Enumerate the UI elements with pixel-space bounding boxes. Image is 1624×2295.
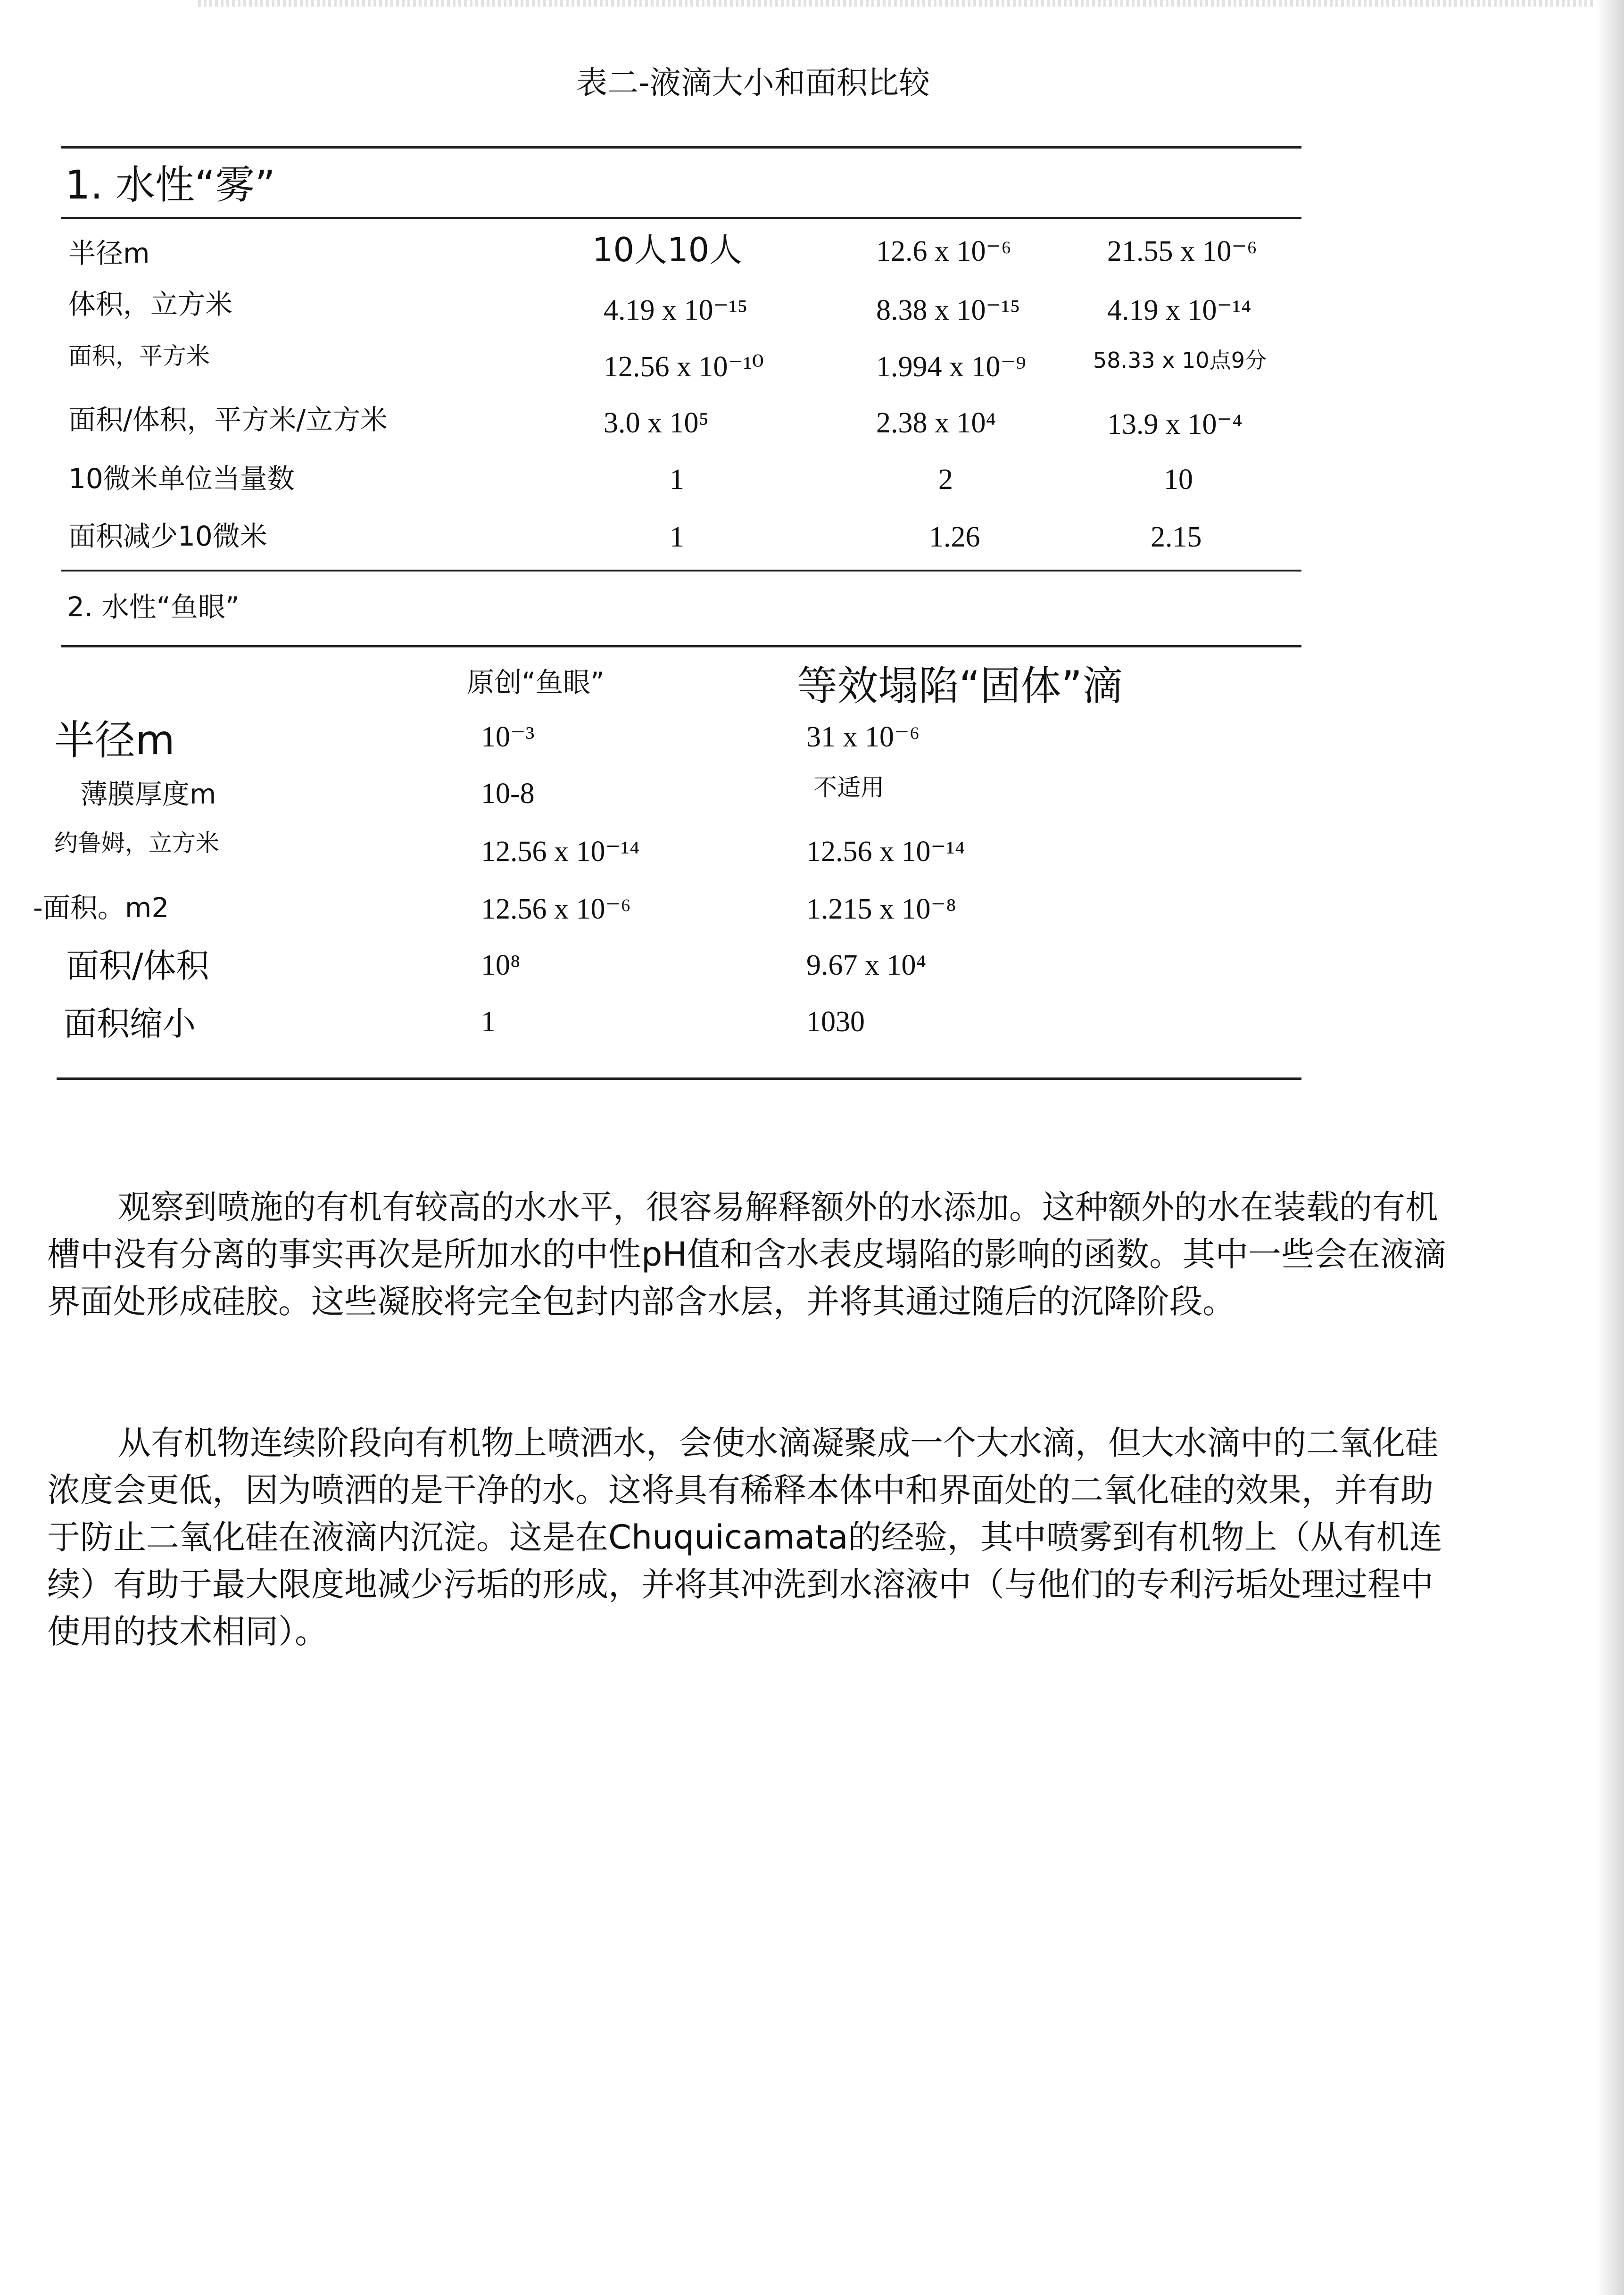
s1-cell: 21.55 x 10⁻⁶ xyxy=(1107,235,1257,267)
s1-cell: 4.19 x 10⁻¹⁴ xyxy=(1107,294,1251,326)
s2-row-label: -面积。m2 xyxy=(33,892,169,924)
s2-cell: 10⁻³ xyxy=(481,721,535,753)
s2-cell: 1030 xyxy=(806,1006,865,1038)
s2-col-header: 原创“鱼眼” xyxy=(467,666,605,698)
paragraph-1 xyxy=(47,1184,1462,1325)
section2-heading: 2. 水性“鱼眼” xyxy=(67,591,240,623)
s1-cell: 2 xyxy=(938,464,953,496)
s2-cell: 10⁸ xyxy=(481,949,521,981)
s1-cell: 1.994 x 10⁻⁹ xyxy=(876,351,1026,383)
s1-cell: 13.9 x 10⁻⁴ xyxy=(1107,408,1243,440)
s1-cell: 2.38 x 10⁴ xyxy=(876,407,996,439)
section2-rule xyxy=(61,645,1301,647)
s2-cell: 1 xyxy=(481,1006,496,1038)
s2-cell: 31 x 10⁻⁶ xyxy=(806,721,920,753)
s1-row-label: 面积减少10微米 xyxy=(68,520,267,552)
s1-cell: 3.0 x 10⁵ xyxy=(604,407,709,439)
top-rule xyxy=(61,146,1301,149)
s1-row-label: 面积/体积，平方米/立方米 xyxy=(68,404,388,436)
section1-heading: 1. 水性“雾” xyxy=(65,162,275,208)
section1-bottom-rule xyxy=(61,570,1301,572)
s1-cell: 10 xyxy=(1164,464,1193,496)
paragraph-1-text: 观察到喷施的有机有较高的水水平，很容易解释额外的水添加。这种额外的水在装载的有机槽中没有分离的事实再次是所加水的中性pH值和含水表皮塌陷的影响的函数。其中一些会在液滴界面处形成硅胶。这些凝胶将完全包封内部含水层，并将其通过随后的沉降阶段。 xyxy=(47,1188,1447,1321)
s2-cell: 12.56 x 10⁻⁶ xyxy=(481,893,631,925)
s1-cell: 4.19 x 10⁻¹⁵ xyxy=(604,294,748,326)
s2-cell: 不适用 xyxy=(813,774,884,801)
s2-cell: 10-8 xyxy=(481,778,535,810)
s1-cell: 1 xyxy=(670,521,684,553)
s2-row-label: 薄膜厚度m xyxy=(80,778,216,810)
table-title: 表二-液滴大小和面积比较 xyxy=(576,65,930,101)
s2-row-label: 面积缩小 xyxy=(64,1004,196,1043)
s1-cell: 1 xyxy=(670,464,684,496)
s1-cell: 2.15 xyxy=(1151,521,1202,553)
s2-cell: 1.215 x 10⁻⁸ xyxy=(806,893,956,925)
section1-rule xyxy=(61,217,1301,219)
s1-cell: 8.38 x 10⁻¹⁵ xyxy=(876,294,1020,326)
s2-row-label: 面积/体积 xyxy=(66,946,209,985)
paragraph-2 xyxy=(47,1419,1462,1655)
s1-cell: 10人10人 xyxy=(592,231,743,269)
s2-cell: 9.67 x 10⁴ xyxy=(806,949,927,981)
s1-cell: 12.6 x 10⁻⁶ xyxy=(876,235,1011,267)
paragraph-2-text: 从有机物连续阶段向有机物上喷洒水，会使水滴凝聚成一个大水滴，但大水滴中的二氧化硅浓度会更低，因为喷洒的是干净的水。这将具有稀释本体中和界面处的二氧化硅的效果，并有助于防止二氧化硅在液滴内沉淀。这是在Chuquicamata的经验，其中喷雾到有机物上（从有机连续）有助于最大限度地减少污垢的形成，并将其冲洗到水溶液中（与他们的专利污垢处理过程中使用的技术相同）。 xyxy=(47,1424,1442,1651)
s1-row-label: 体积，立方米 xyxy=(68,288,233,320)
s1-cell: 12.56 x 10⁻¹⁰ xyxy=(604,351,764,383)
s2-row-label: 约鲁姆，立方米 xyxy=(54,829,219,857)
s1-cell: 58.33 x 10点9分 xyxy=(1093,348,1267,373)
s1-row-label: 面积，平方米 xyxy=(68,342,210,370)
scan-right-edge xyxy=(1596,0,1624,2295)
s2-row-label: 半径m xyxy=(54,717,175,764)
s2-cell: 12.56 x 10⁻¹⁴ xyxy=(481,836,640,868)
table-bottom-rule xyxy=(57,1077,1301,1080)
s1-row-label: 半径m xyxy=(68,237,150,269)
s1-cell: 1.26 xyxy=(929,521,980,553)
s2-col-header: 等效塌陷“固体”滴 xyxy=(797,663,1123,710)
s2-cell: 12.56 x 10⁻¹⁴ xyxy=(806,836,965,868)
s1-row-label: 10微米单位当量数 xyxy=(68,463,295,495)
scan-top-edge xyxy=(198,0,1613,7)
